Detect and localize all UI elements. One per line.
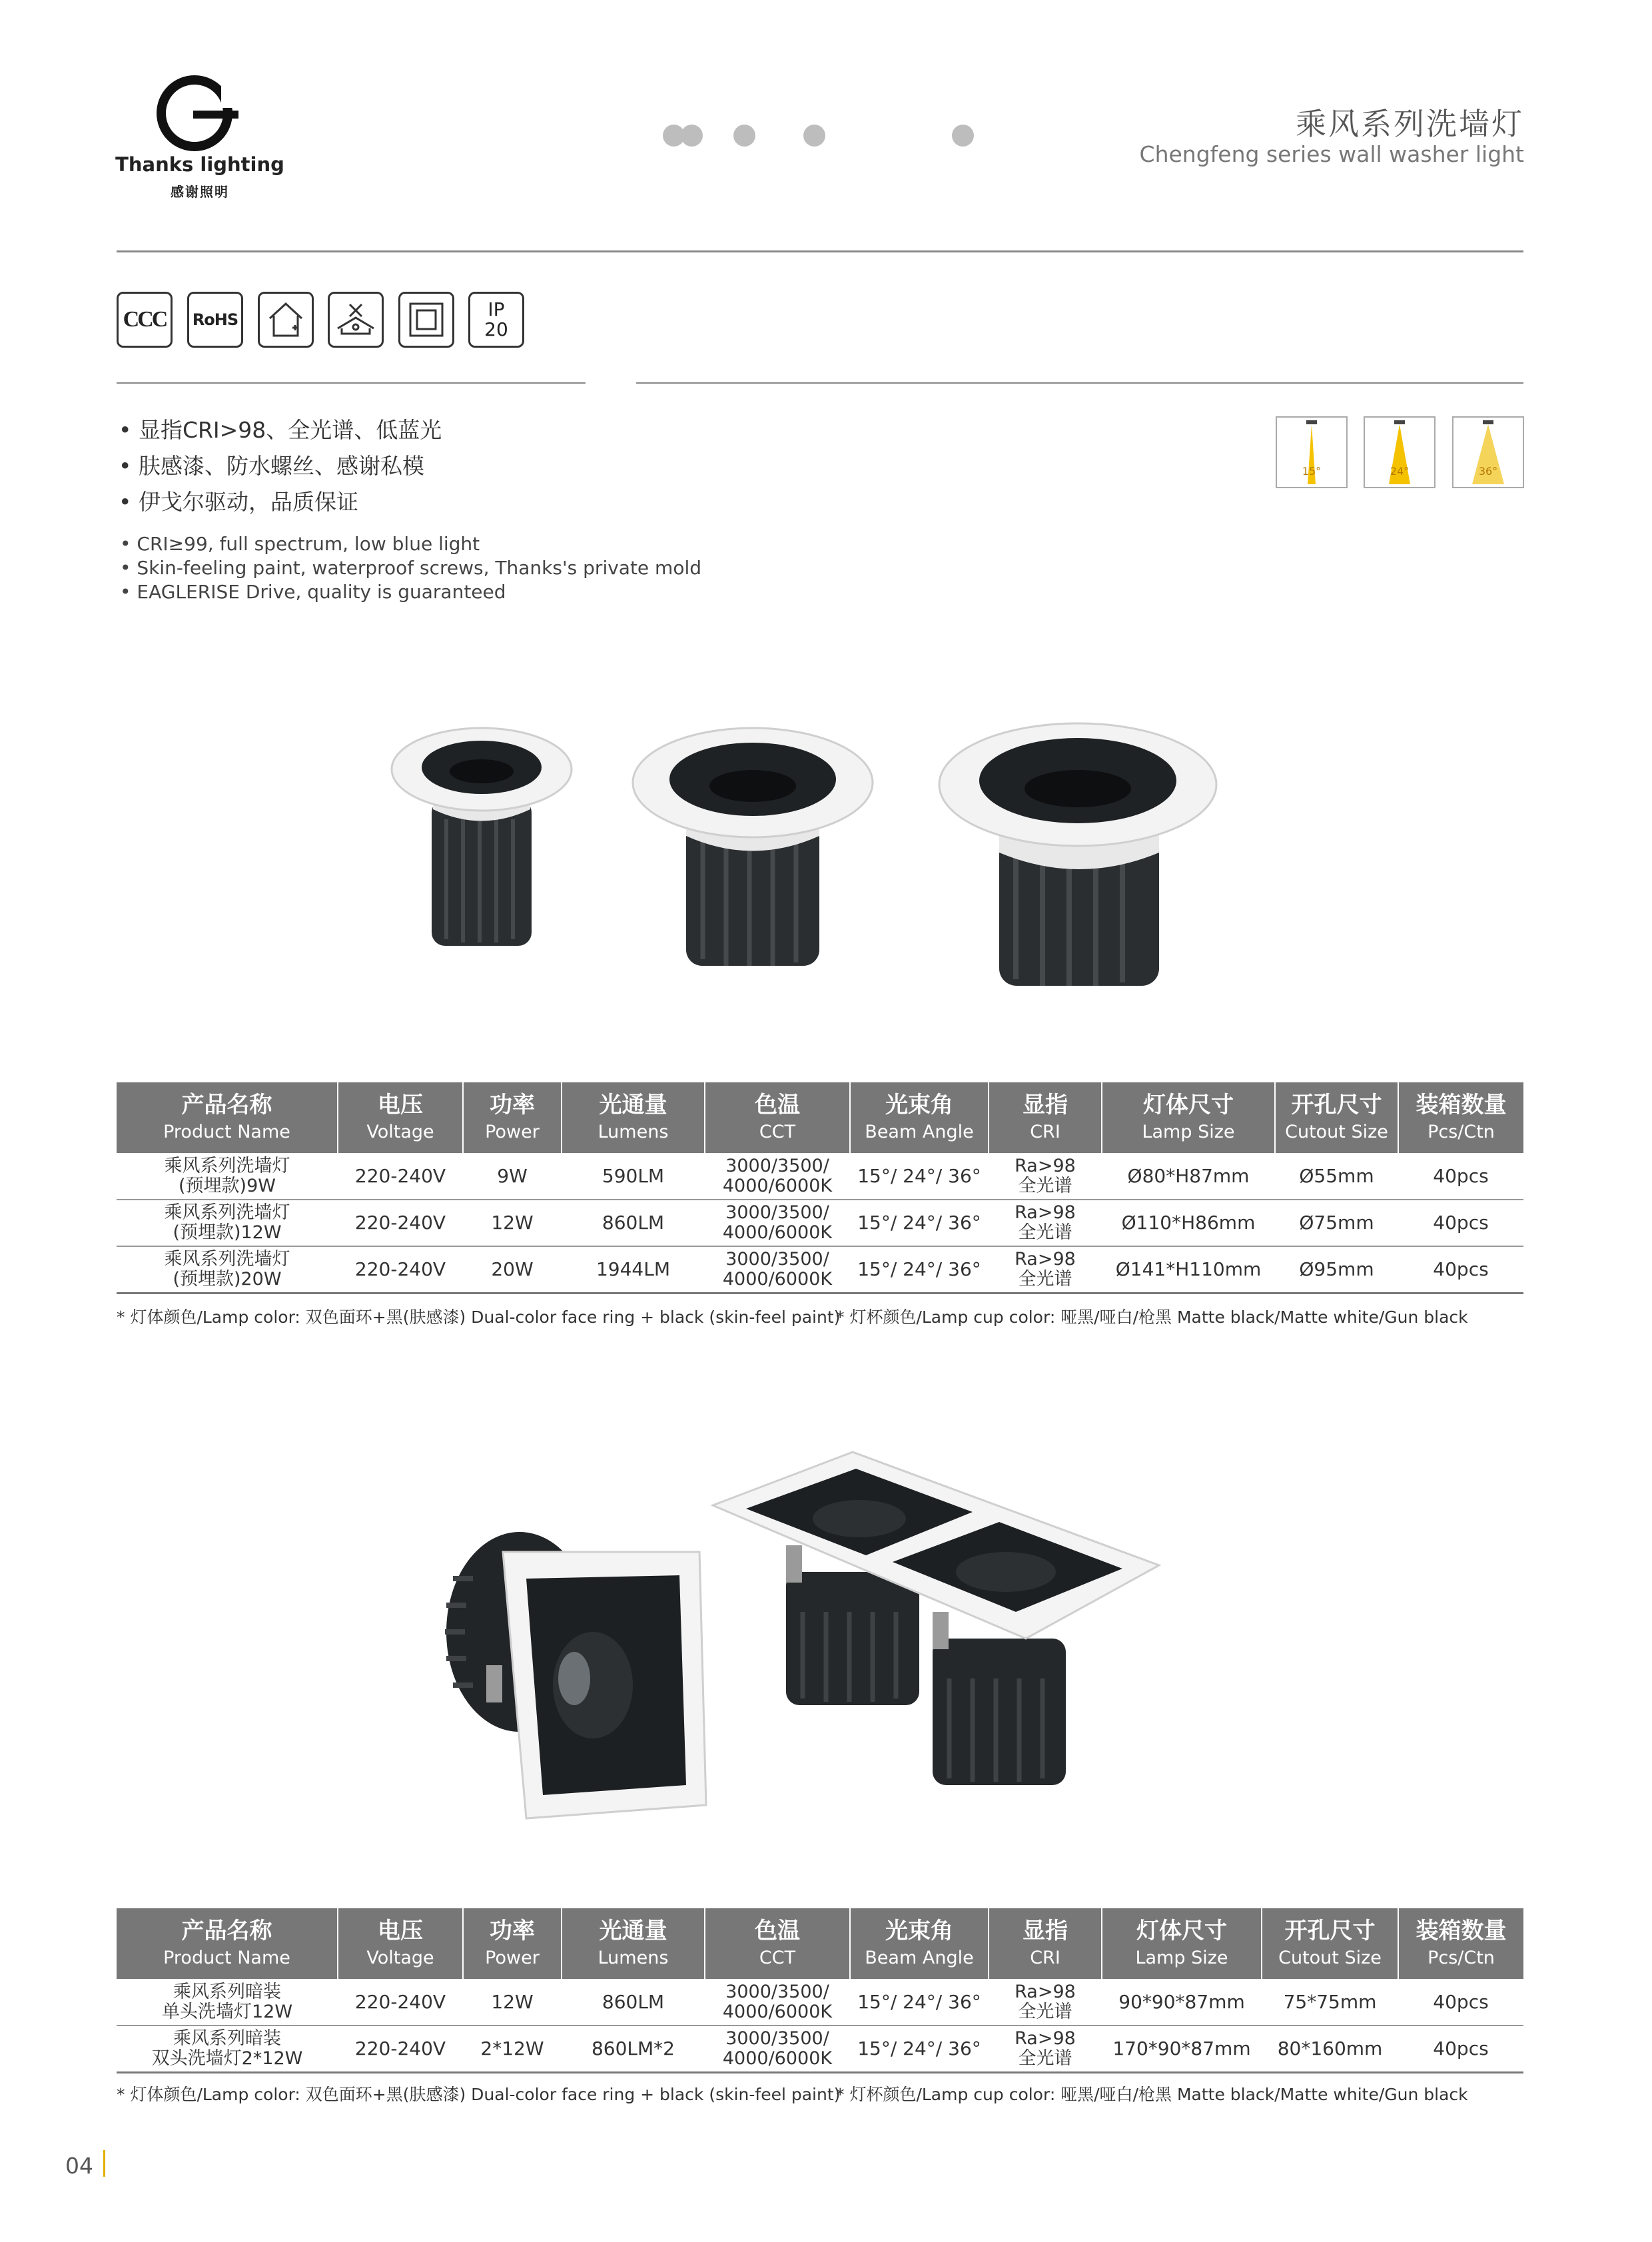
col-lamp-size: 灯体尺寸 Lamp Size (1102, 1082, 1275, 1153)
section-divider-left (117, 382, 586, 384)
feature-cn-3: • 伊戈尔驱动，品质保证 (119, 489, 358, 515)
beam-angle-24: 24° (1364, 416, 1436, 488)
page-number-accent (103, 2150, 105, 2177)
table-row: 乘风系列洗墙灯 (预埋款)9W 220-240V 9W 590LM 3000/3500/ 4000/6000K 15°/ 24°/ 36° Ra>98 全光谱 Ø80*H87mm Ø55mm 40pcs (117, 1153, 1523, 1200)
col-voltage: 电压 Voltage (338, 1082, 463, 1153)
beam-angle-36: 36° (1452, 416, 1524, 488)
lamp-color-note: * 灯体颜色/Lamp color: 双色面环+黑(肤感漆) Dual-color face ring + black (skin-feel paint) (117, 2085, 841, 2104)
decor-dot (952, 125, 974, 147)
beam-angle-15: 15° (1276, 416, 1348, 488)
feature-cn-2: • 肤感漆、防水螺丝、感谢私模 (119, 453, 424, 479)
rohs-cert-badge: RoHS (187, 292, 243, 348)
section-divider-right (636, 382, 1523, 384)
feature-en-2: • Skin-feeling paint, waterproof screws, Thanks's private mold (120, 557, 702, 579)
downlight-20w (939, 723, 1216, 986)
decor-dot (803, 125, 825, 147)
ip20-cert-badge (468, 292, 524, 348)
ip-rating: IP 20 (484, 298, 508, 340)
table-row: 乘风系列洗墙灯 (预埋款)20W 220-240V 20W 1944LM 3000/3500/ 4000/6000K 15°/ 24°/ 36° Ra>98 全光谱 Ø141*H110mm Ø95mm 40pcs (117, 1246, 1523, 1293)
brand-logo-icon (155, 73, 245, 152)
decor-dot (681, 125, 703, 147)
square-wall-washers-image (426, 1445, 1186, 1845)
page-title: 乘风系列洗墙灯 (1296, 106, 1524, 142)
feature-en-1: • CRI≥99, full spectrum, low blue light (120, 533, 480, 555)
col-cutout-size: 开孔尺寸 Cutout Size (1262, 1908, 1398, 1979)
feature-cn-1: • 显指CRI>98、全光谱、低蓝光 (119, 417, 442, 443)
col-beam-angle: 光束角 Beam Angle (850, 1908, 989, 1979)
feature-en-3: • EAGLERISE Drive, quality is guaranteed (120, 581, 506, 603)
col-cct: 色温 CCT (705, 1908, 850, 1979)
col-power: 功率 Power (463, 1908, 562, 1979)
col-cutout-size: 开孔尺寸 Cutout Size (1275, 1082, 1398, 1153)
col-product-name: 产品名称 Product Name (117, 1908, 338, 1979)
col-power: 功率 Power (463, 1082, 562, 1153)
spec-table-square (117, 1908, 1523, 2073)
col-voltage: 电压 Voltage (338, 1908, 463, 1979)
double-insulation-icon (398, 292, 454, 348)
downlight-9w (392, 728, 572, 946)
ccc-cert-badge: CCC (117, 292, 173, 348)
wall-washer-double-head (713, 1452, 1159, 1785)
table-row: 乘风系列洗墙灯 (预埋款)12W 220-240V 12W 860LM 3000/3500/ 4000/6000K 15°/ 24°/ 36° Ra>98 全光谱 Ø110*H86mm Ø75mm 40pcs (117, 1200, 1523, 1246)
table-header-row (117, 1082, 1523, 1153)
cup-color-note: * 灯杯颜色/Lamp cup color: 哑黑/哑白/枪黑 Matte black/Matte white/Gun black (836, 2085, 1468, 2104)
brand-name-cn: 感谢照明 (171, 184, 229, 200)
col-beam-angle: 光束角 Beam Angle (850, 1082, 989, 1153)
table-row: 乘风系列暗装 单头洗墙灯12W 220-240V 12W 860LM 3000/3500/ 4000/6000K 15°/ 24°/ 36° Ra>98 全光谱 90*90*87mm 75*75mm 40pcs (117, 1979, 1523, 2026)
col-pcs-ctn: 装箱数量 Pcs/Ctn (1398, 1908, 1523, 1979)
lamp-color-note: * 灯体颜色/Lamp color: 双色面环+黑(肤感漆) Dual-color face ring + black (skin-feel paint) (117, 1308, 841, 1327)
no-cover-icon (328, 292, 384, 348)
brand-logo (113, 73, 286, 206)
spec-table-round (117, 1082, 1523, 1294)
page-number: 04 (65, 2153, 93, 2179)
round-downlights-image (373, 719, 1239, 1012)
header-divider (117, 250, 1523, 252)
cup-color-note: * 灯杯颜色/Lamp cup color: 哑黑/哑白/枪黑 Matte black/Matte white/Gun black (836, 1308, 1468, 1327)
col-cct: 色温 CCT (705, 1082, 850, 1153)
col-lumens: 光通量 Lumens (562, 1908, 705, 1979)
wall-washer-single-head (445, 1532, 706, 1818)
table-header-row (117, 1908, 1523, 1979)
decor-dot (733, 125, 755, 147)
col-lamp-size: 灯体尺寸 Lamp Size (1102, 1908, 1262, 1979)
col-cri: 显指 CRI (989, 1082, 1102, 1153)
downlight-12w (633, 728, 873, 966)
col-cri: 显指 CRI (989, 1908, 1102, 1979)
brand-name-en: Thanks lighting (115, 153, 284, 176)
col-lumens: 光通量 Lumens (562, 1082, 705, 1153)
house-icon (258, 292, 314, 348)
page-subtitle: Chengfeng series wall washer light (1139, 141, 1524, 167)
table-row: 乘风系列暗装 双头洗墙灯2*12W 220-240V 2*12W 860LM*2 3000/3500/ 4000/6000K 15°/ 24°/ 36° Ra>98 全光谱 170*90*87mm 80*160mm 40pcs (117, 2026, 1523, 2072)
col-pcs-ctn: 装箱数量 Pcs/Ctn (1398, 1082, 1523, 1153)
col-product-name: 产品名称 Product Name (117, 1082, 338, 1153)
